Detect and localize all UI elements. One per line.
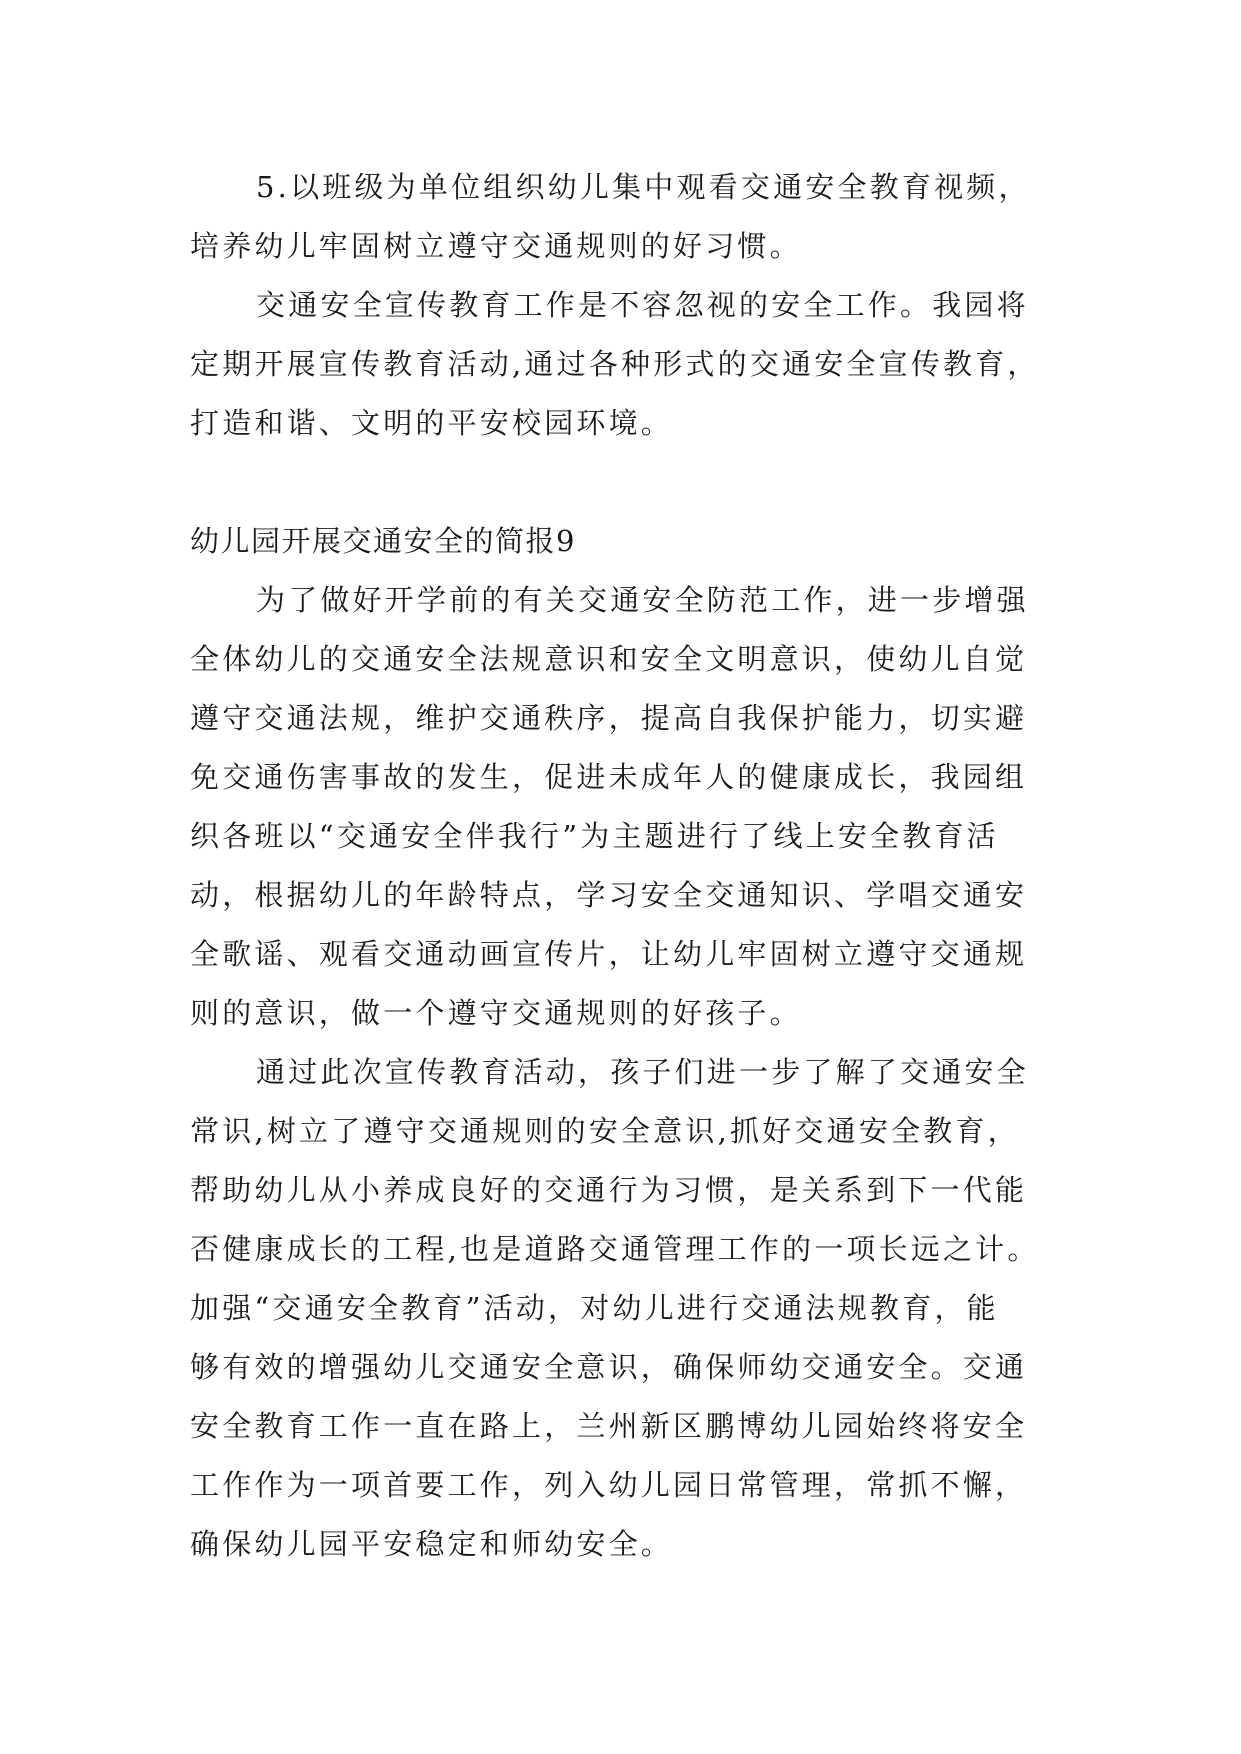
- document-body: [190, 158, 1070, 1574]
- text-line: 通过此次宣传教育活动，孩子们进一步了解了交通安全: [256, 1055, 1029, 1089]
- text-line: 否健康成长的工程,也是道路交通管理工作的一项长远之计。: [190, 1232, 1040, 1266]
- text-line: 加强“交通安全教育”活动，对幼儿进行交通法规教育，能: [190, 1291, 999, 1325]
- text-line: 织各班以“交通安全伴我行”为主题进行了线上安全教育活: [190, 819, 999, 853]
- text-line: 全歌谣、观看交通动画宣传片，让幼儿牢固树立遵守交通规: [190, 937, 1028, 971]
- paragraph-intro: [190, 571, 1070, 1043]
- text-line: 培养幼儿牢固树立遵守交通规则的好习惯。: [190, 229, 802, 263]
- text-line: 交通安全宣传教育工作是不容忽视的安全工作。我园将: [256, 288, 1029, 322]
- text-line: 免交通伤害事故的发生，促进未成年人的健康成长，我园组: [190, 760, 1028, 794]
- paragraph-item-5: [190, 158, 1070, 276]
- text-line: 帮助幼儿从小养成良好的交通行为习惯，是关系到下一代能: [190, 1173, 1028, 1207]
- text-line: 为了做好开学前的有关交通安全防范工作，进一步增强: [256, 583, 1029, 617]
- section-title: [190, 512, 1070, 571]
- text-line: 工作作为一项首要工作，列入幼儿园日常管理，常抓不懈，: [190, 1468, 1028, 1502]
- text-line: 打造和谐、文明的平安校园环境。: [190, 406, 674, 440]
- text-line: 5.以班级为单位组织幼儿集中观看交通安全教育视频，: [256, 170, 1031, 204]
- text-line: 遵守交通法规，维护交通秩序，提高自我保护能力，切实避: [190, 701, 1028, 735]
- text-line: 确保幼儿园平安稳定和师幼安全。: [190, 1527, 674, 1561]
- paragraph-conclusion: [190, 1043, 1070, 1574]
- blank-line: [190, 453, 1070, 512]
- text-line: 安全教育工作一直在路上，兰州新区鹏博幼儿园始终将安全: [190, 1409, 1028, 1443]
- text-line: 全体幼儿的交通安全法规意识和安全文明意识，使幼儿自觉: [190, 642, 1028, 676]
- text-line: 够有效的增强幼儿交通安全意识，确保师幼交通安全。交通: [190, 1350, 1028, 1384]
- section-title-text: 幼儿园开展交通安全的简报9: [190, 524, 576, 558]
- text-line: 则的意识，做一个遵守交通规则的好孩子。: [190, 996, 802, 1030]
- text-line: 动，根据幼儿的年龄特点，学习安全交通知识、学唱交通安: [190, 878, 1028, 912]
- paragraph-summary: [190, 276, 1070, 453]
- text-line: 定期开展宣传教育活动,通过各种形式的交通安全宣传教育，: [190, 347, 1040, 381]
- text-line: 常识,树立了遵守交通规则的安全意识,抓好交通安全教育，: [190, 1114, 1020, 1148]
